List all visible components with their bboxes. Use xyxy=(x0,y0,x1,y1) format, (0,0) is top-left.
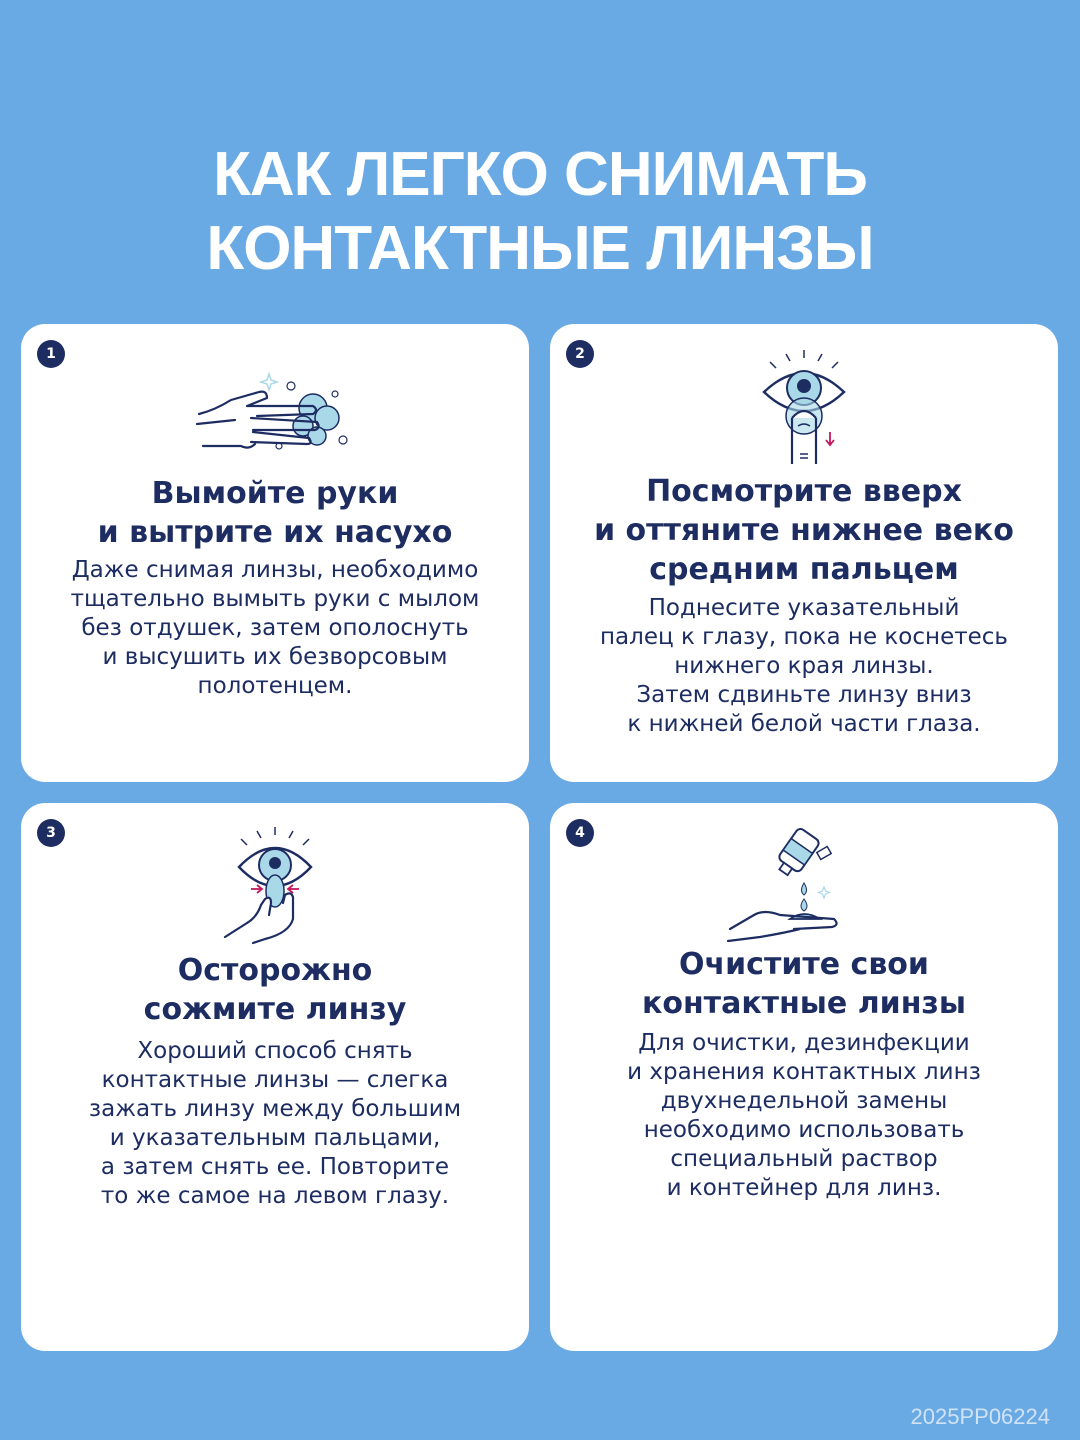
pinch-lens-icon xyxy=(195,825,355,945)
step-card-1 xyxy=(21,324,529,782)
step-card-4 xyxy=(550,803,1058,1351)
washing-hands-icon xyxy=(195,346,355,466)
step-number-badge: 4 xyxy=(566,819,594,847)
solution-bottle-icon xyxy=(724,825,884,945)
step-description: Хороший способ снять контактные линзы — слегка зажать линзу между большим и указательным пальцами, а затем снять ее. Повторите то же самое на левом глазу. xyxy=(88,1038,462,1209)
step-description: Поднесите указательный палец к глазу, пока не коснетесь нижнего края линзы. Затем сдвиньте линзу вниз к нижней белой части глаза. xyxy=(600,595,1008,737)
step-heading: Очистите свои контактные линзы xyxy=(641,947,966,1021)
step-number-badge: 3 xyxy=(37,819,65,847)
title-line-1: КАК ЛЕГКО СНИМАТЬ xyxy=(213,140,867,209)
page-title xyxy=(0,138,1080,286)
step-description: Даже снимая линзы, необходимо тщательно вымыть руки с мылом без отдушек, затем ополоснуть и высушить их безворсовым полотенцем. xyxy=(70,557,480,699)
step-number-badge: 2 xyxy=(566,340,594,368)
step-description: Для очистки, дезинфекции и хранения контактных линз двухнедельной замены необходимо использовать специальный раствор и контейнер для линз. xyxy=(627,1030,981,1201)
step-number-badge: 1 xyxy=(37,340,65,368)
document-code: 2025PP06224 xyxy=(910,1404,1050,1429)
step-heading: Вымойте руки и вытрите их насухо xyxy=(97,476,453,550)
title-line-2: КОНТАКТНЫЕ ЛИНЗЫ xyxy=(206,214,874,283)
step-heading: Осторожно сожмите линзу xyxy=(143,953,407,1027)
step-card-2 xyxy=(550,324,1058,782)
step-heading: Посмотрите вверх и оттяните нижнее веко средним пальцем xyxy=(594,474,1014,587)
step-card-3 xyxy=(21,803,529,1351)
eye-finger-icon xyxy=(724,346,884,466)
